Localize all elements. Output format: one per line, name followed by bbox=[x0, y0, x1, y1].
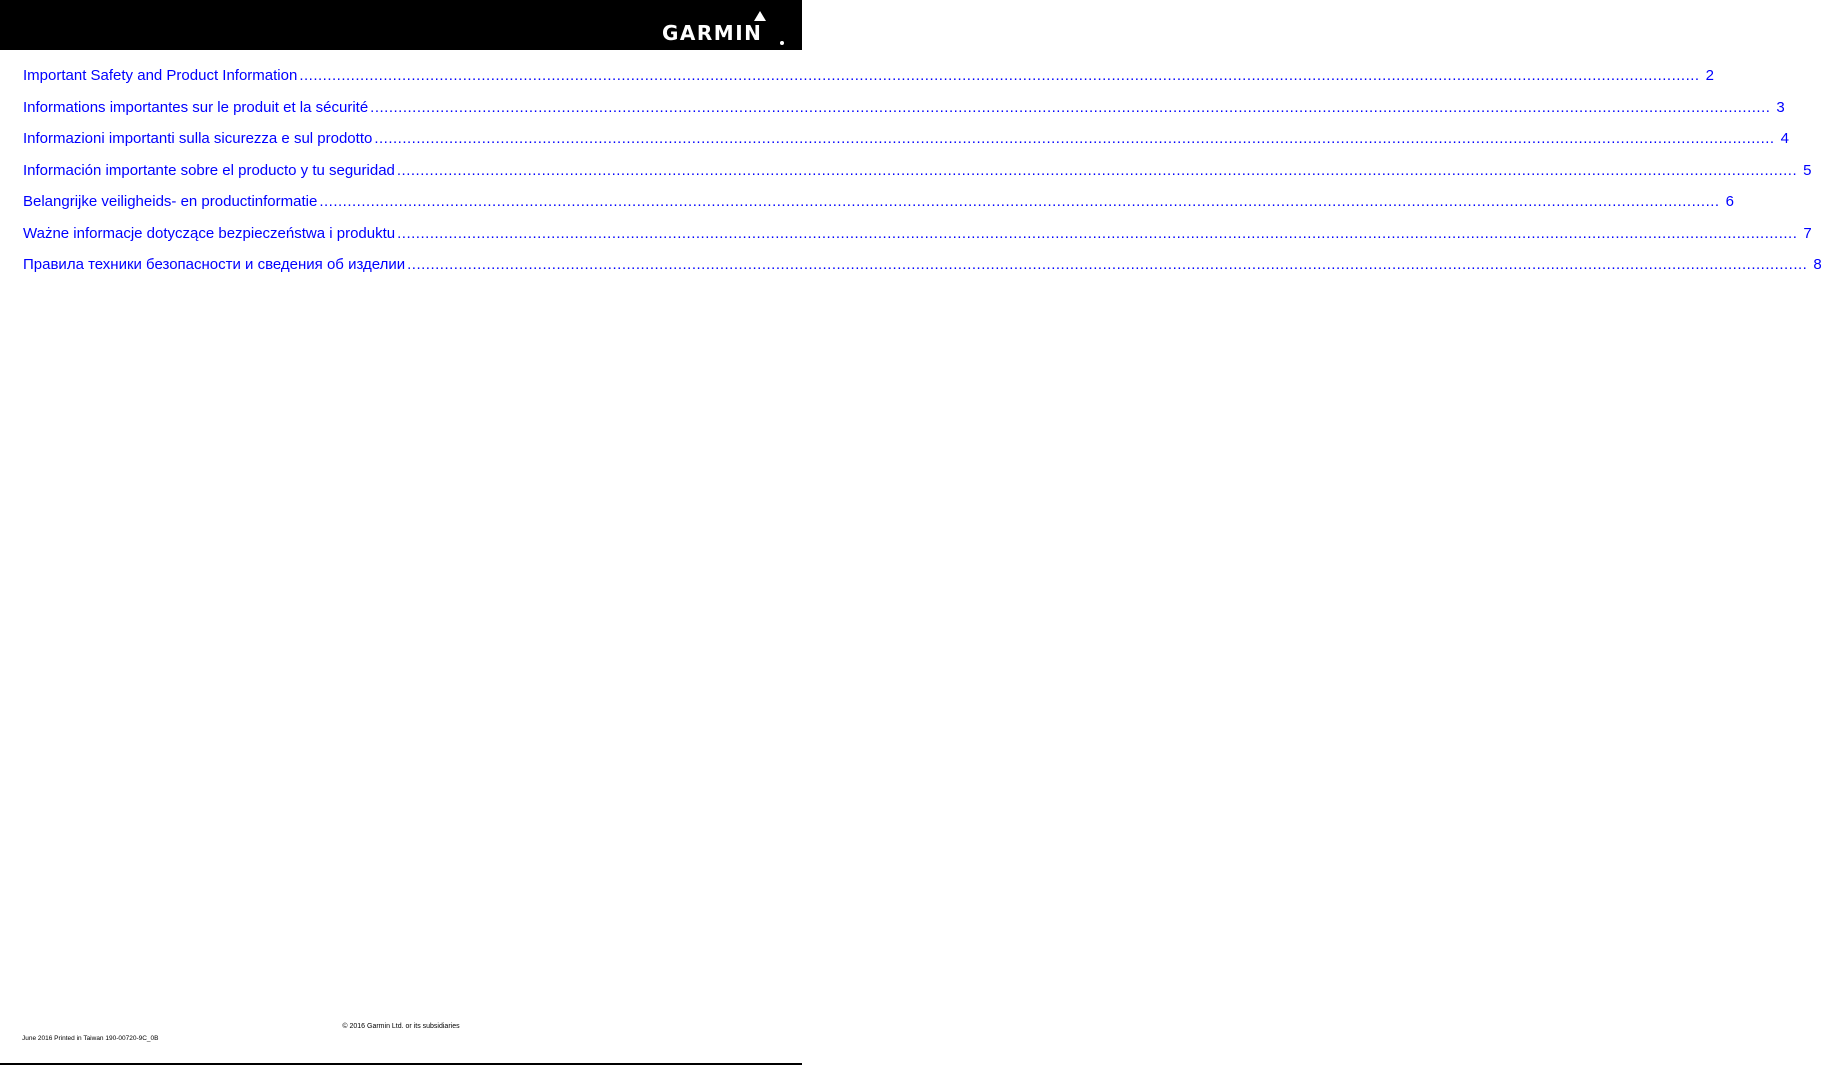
header-bar bbox=[0, 0, 802, 50]
toc-entry-title: Belangrijke veiligheids- en productinformatie bbox=[23, 193, 318, 210]
toc-dot-leader: ............................................................................................................................................................................................................................................................................................................ bbox=[397, 224, 1798, 242]
toc-entry-page: 8 bbox=[1813, 256, 1822, 273]
table-of-contents bbox=[23, 63, 1822, 284]
toc-entry-page: 6 bbox=[1725, 193, 1734, 210]
toc-entry-page: 7 bbox=[1803, 224, 1812, 242]
toc-dot-leader: ............................................................................................................................................................................................................................................................................................................ bbox=[319, 193, 1720, 210]
toc-entry-spanish[interactable] bbox=[23, 158, 1812, 190]
toc-entry-french[interactable] bbox=[23, 95, 1785, 127]
toc-entry-page: 2 bbox=[1705, 67, 1714, 84]
toc-entry-russian[interactable] bbox=[23, 252, 1822, 284]
toc-entry-title: Información importante sobre el producto y tu seguridad bbox=[23, 161, 395, 179]
toc-entry-title: Informazioni importanti sulla sicurezza e sul prodotto bbox=[23, 130, 373, 147]
toc-entry-title: Ważne informacje dotyczące bezpieczeństwa i produktu bbox=[23, 224, 396, 242]
toc-entry-title: Informations importantes sur le produit et la sécurité bbox=[23, 98, 369, 116]
toc-entry-english[interactable] bbox=[23, 63, 1714, 95]
toc-entry-title: Important Safety and Product Information bbox=[23, 67, 298, 84]
toc-dot-leader: ............................................................................................................................................................................................................................................................................................................ bbox=[299, 67, 1700, 84]
bottom-rule bbox=[0, 1063, 802, 1065]
logo-registered-dot-icon bbox=[780, 41, 784, 45]
toc-dot-leader: ............................................................................................................................................................................................................................................................................................................ bbox=[370, 98, 1771, 116]
toc-entry-italian[interactable] bbox=[23, 126, 1789, 158]
toc-entry-page: 4 bbox=[1780, 130, 1789, 147]
toc-entry-dutch[interactable] bbox=[23, 189, 1734, 221]
toc-entry-title: Правила техники безопасности и сведения об изделии bbox=[23, 256, 406, 273]
print-info: June 2016 Printed in Taiwan 190-00720-9C_0B bbox=[22, 1035, 159, 1042]
logo-wordmark: GARMIN bbox=[662, 21, 763, 45]
toc-dot-leader: ............................................................................................................................................................................................................................................................................................................ bbox=[396, 161, 1798, 179]
toc-entry-page: 3 bbox=[1776, 98, 1785, 116]
toc-dot-leader: ............................................................................................................................................................................................................................................................................................................ bbox=[407, 256, 1808, 273]
toc-dot-leader: ............................................................................................................................................................................................................................................................................................................ bbox=[374, 130, 1775, 147]
toc-entry-polish[interactable] bbox=[23, 221, 1812, 253]
garmin-logo bbox=[662, 9, 782, 47]
copyright-notice: © 2016 Garmin Ltd. or its subsidiaries bbox=[342, 1023, 460, 1030]
logo-triangle-icon bbox=[754, 11, 766, 21]
toc-entry-page: 5 bbox=[1803, 161, 1812, 179]
